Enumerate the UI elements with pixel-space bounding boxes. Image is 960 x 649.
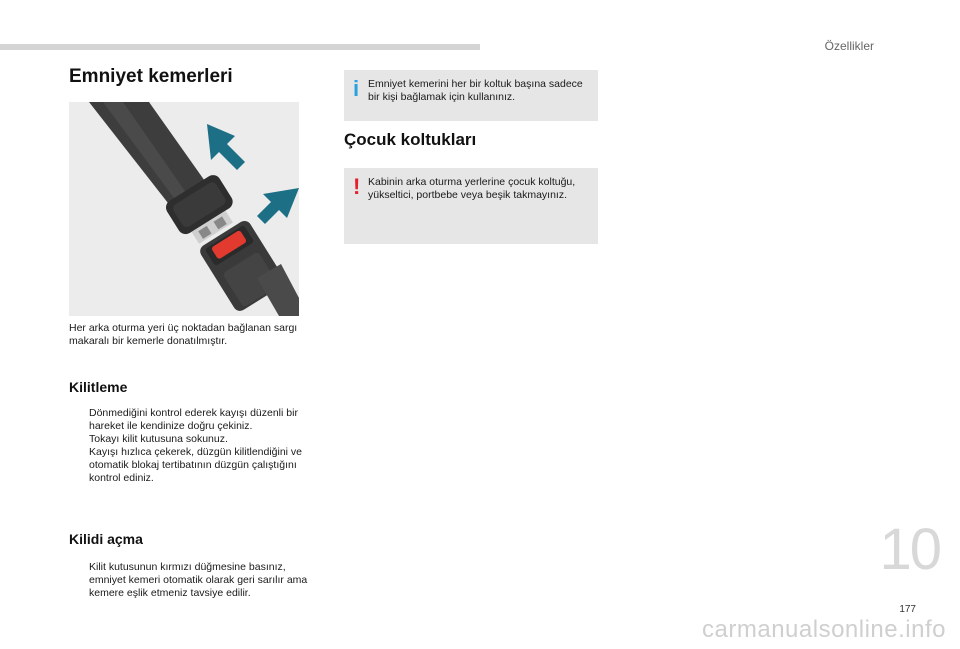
info-note bbox=[344, 70, 598, 121]
info-icon: i bbox=[353, 76, 360, 101]
unlocking-steps bbox=[69, 561, 325, 600]
locking-heading: Kilitleme bbox=[69, 379, 128, 395]
page-number: 177 bbox=[899, 604, 916, 615]
chapter-number: 10 bbox=[879, 517, 940, 582]
list-item: Tokayı kilit kutusuna sokunuz. bbox=[89, 433, 228, 445]
list-item: Kayışı hızlıca çekerek, düzgün kilitlendiğini ve otomatik blokaj tertibatının düzgün çalıştığını kontrol ediniz. bbox=[89, 446, 303, 484]
list-item: Kilit kutusunun kırmızı düğmesine basınız, emniyet kemeri otomatik olarak geri sarılır ama kemere eşlik etmeniz tavsiye edilir. bbox=[89, 561, 308, 599]
warning-note-text: Kabinin arka oturma yerlerine çocuk koltuğu, yükseltici, portbebe veya beşik takmayınız. bbox=[368, 176, 576, 201]
illustration-caption: Her arka oturma yeri üç noktadan bağlanan sargı makaralı bir kemerle donatılmıştır. bbox=[69, 322, 298, 347]
page-title: Emniyet kemerleri bbox=[69, 66, 233, 87]
section-title: Özellikler bbox=[824, 39, 874, 53]
seatbelt-illustration bbox=[69, 102, 299, 316]
seatbelt-buckle-drawing bbox=[69, 102, 299, 316]
list-item: Dönmediğini kontrol ederek kayışı düzenli bir hareket ile kendinize doğru çekiniz. bbox=[89, 407, 298, 432]
warning-icon: ! bbox=[353, 174, 361, 199]
locking-steps bbox=[69, 407, 325, 485]
unlocking-heading: Kilidi açma bbox=[69, 531, 143, 547]
watermark: carmanualsonline.info bbox=[702, 616, 946, 643]
warning-note bbox=[344, 168, 598, 244]
header-bar bbox=[0, 44, 480, 50]
info-note-text: Emniyet kemerini her bir koltuk başına sadece bir kişi bağlamak için kullanınız. bbox=[368, 78, 583, 103]
child-seats-heading: Çocuk koltukları bbox=[344, 130, 477, 149]
